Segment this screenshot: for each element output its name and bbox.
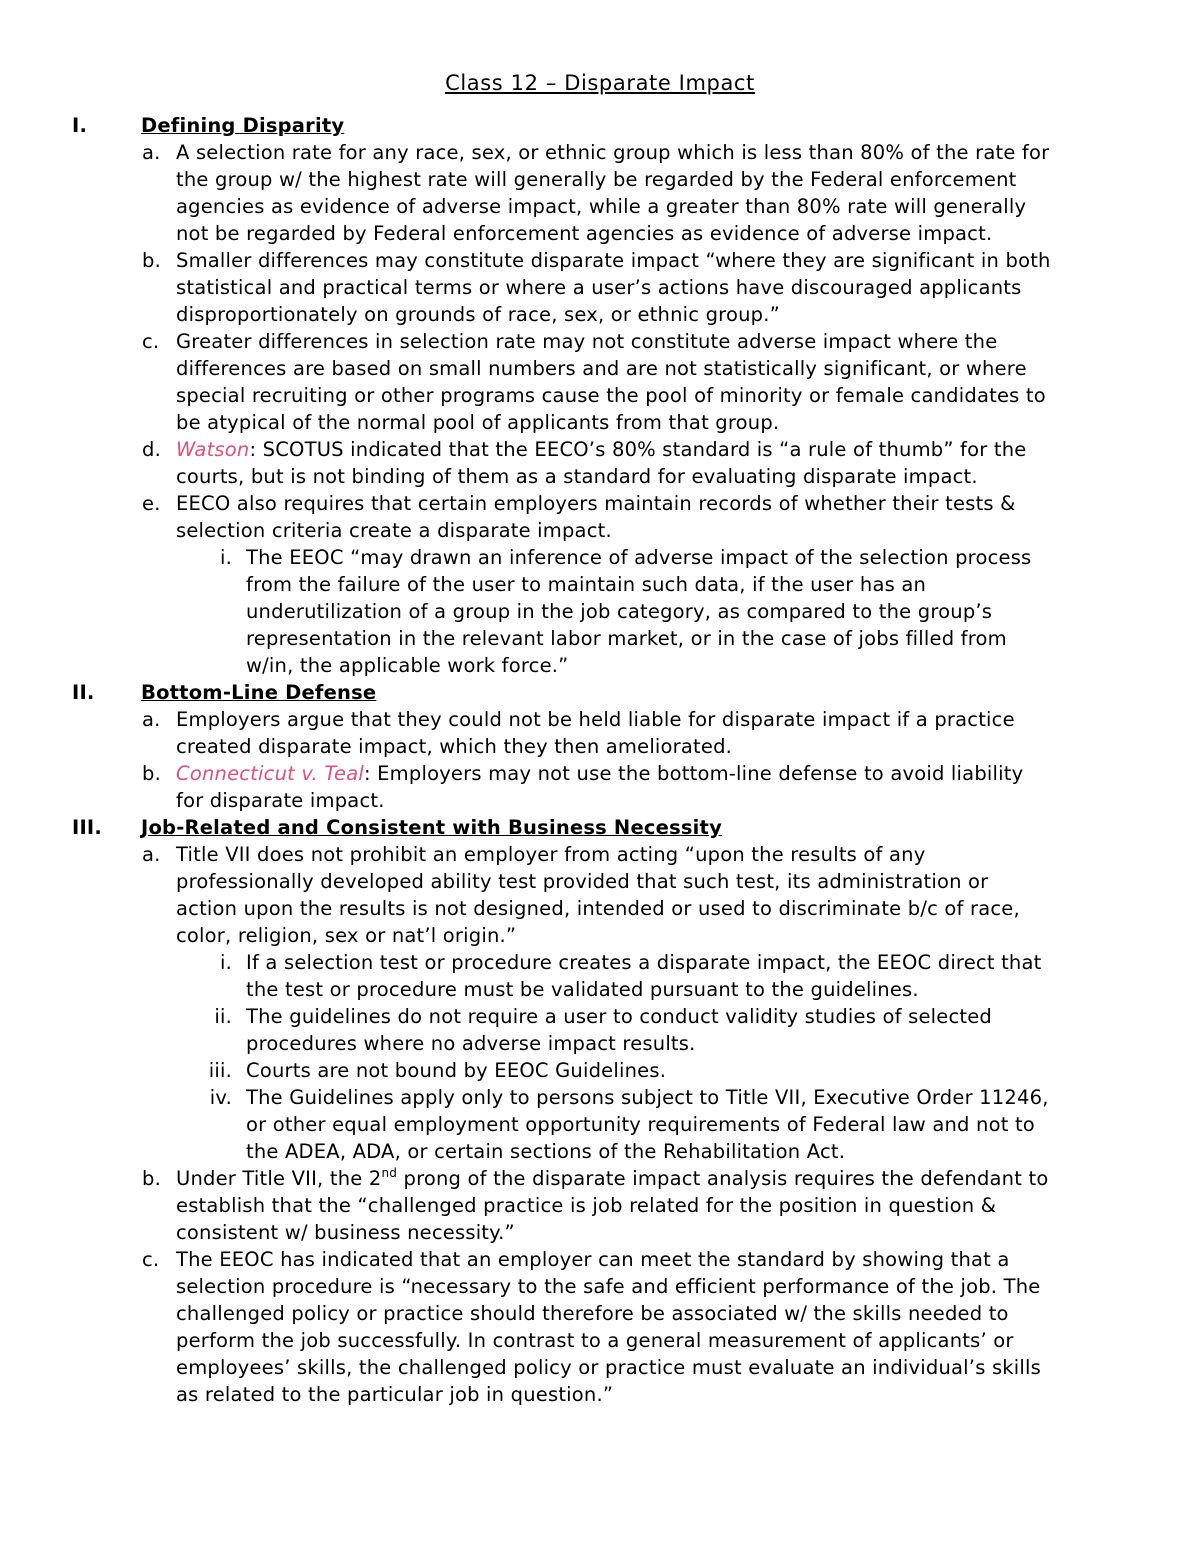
- sub-item-text: the ADEA, ADA, or certain sections of the Rehabilitation Act.: [246, 1140, 846, 1163]
- sub-item-marker: ii.: [214, 1005, 232, 1028]
- sub-item-text: procedures where no adverse impact results.: [246, 1032, 696, 1055]
- sub-item-text: underutilization of a group in the job category, as compared to the group’s: [246, 600, 993, 623]
- item-text: EECO also requires that certain employers maintain records of whether their tests &: [176, 492, 1016, 515]
- item-text: created disparate impact, which they then ameliorated.: [176, 735, 733, 758]
- sub-item-text: the test or procedure must be validated pursuant to the guidelines.: [246, 978, 919, 1001]
- item-text: Greater differences in selection rate may not constitute adverse impact where the: [176, 330, 998, 353]
- item-text: statistical and practical terms or where a user’s actions have discouraged applicants: [176, 276, 1022, 299]
- section-number: II.: [72, 681, 95, 704]
- item-text: Under Title VII, the 2: [176, 1167, 382, 1190]
- list-item: [72, 1165, 1132, 1246]
- item-text: color, religion, sex or nat’l origin.”: [176, 924, 517, 947]
- sub-item-marker: iv.: [209, 1086, 232, 1109]
- section-title: Defining Disparity: [141, 114, 345, 137]
- section-number: I.: [72, 114, 88, 137]
- sub-item-text: If a selection test or procedure creates a disparate impact, the EEOC direct that: [246, 951, 1042, 974]
- section-heading: [72, 679, 1132, 706]
- sub-item-text: w/in, the applicable work force.”: [246, 654, 569, 677]
- item-text: selection procedure is “necessary to the safe and efficient performance of the job. The: [176, 1275, 1041, 1298]
- section-heading: [72, 112, 1132, 139]
- list-item: [72, 1246, 1132, 1408]
- item-text: be atypical of the normal pool of applicants from that group.: [176, 411, 780, 434]
- item-text: agencies as evidence of adverse impact, while a greater than 80% rate will generally: [176, 195, 1027, 218]
- case-name-watson: Watson: [176, 438, 250, 461]
- item-text: prong of the disparate impact analysis requires the defendant to: [397, 1167, 1049, 1190]
- list-item: [72, 139, 1132, 247]
- list-item: [72, 328, 1132, 436]
- item-text: perform the job successfully. In contrast to a general measurement of applicants’ or: [176, 1329, 1014, 1352]
- item-marker: a.: [142, 843, 161, 866]
- sub-list-item: [72, 1084, 1132, 1165]
- document-title: Class 12 – Disparate Impact: [445, 71, 755, 95]
- item-text: for disparate impact.: [176, 789, 385, 812]
- list-item: [72, 760, 1132, 814]
- list-item: [72, 841, 1132, 1165]
- item-text: action upon the results is not designed, intended or used to discriminate b/c of race,: [176, 897, 1020, 920]
- section-title: Bottom-Line Defense: [141, 681, 377, 704]
- list-item: [72, 706, 1132, 760]
- section-number: III.: [72, 816, 102, 839]
- item-text: Employers argue that they could not be held liable for disparate impact if a practice: [176, 708, 1015, 731]
- item-text: Smaller differences may constitute disparate impact “where they are significant in both: [176, 249, 1051, 272]
- sub-item-text: Courts are not bound by EEOC Guidelines.: [246, 1059, 667, 1082]
- item-text: Title VII does not prohibit an employer from acting “upon the results of any: [176, 843, 926, 866]
- item-text: the group w/ the highest rate will generally be regarded by the Federal enforcement: [176, 168, 1017, 191]
- list-item: [72, 436, 1132, 490]
- item-marker: b.: [142, 249, 161, 272]
- sub-item-marker: iii.: [208, 1059, 232, 1082]
- sub-item-text: The guidelines do not require a user to conduct validity studies of selected: [246, 1005, 993, 1028]
- item-marker: d.: [142, 438, 161, 461]
- item-text: employees’ skills, the challenged policy or practice must evaluate an individual’s skills: [176, 1356, 1042, 1379]
- item-text: consistent w/ business necessity.”: [176, 1221, 515, 1244]
- sub-item-text: The Guidelines apply only to persons subject to Title VII, Executive Order 11246,: [246, 1086, 1049, 1109]
- item-text: The EEOC has indicated that an employer can meet the standard by showing that a: [176, 1248, 1010, 1271]
- ordinal-superscript: nd: [381, 1166, 398, 1180]
- sub-item-text: or other equal employment opportunity requirements of Federal law and not to: [246, 1113, 1035, 1136]
- document-body: [72, 112, 1132, 1408]
- sub-list-item: [72, 949, 1132, 1003]
- item-text: disproportionately on grounds of race, sex, or ethnic group.”: [176, 303, 780, 326]
- item-text: professionally developed ability test provided that such test, its administration or: [176, 870, 989, 893]
- list-item: [72, 247, 1132, 328]
- item-marker: c.: [142, 1248, 160, 1271]
- item-text: : SCOTUS indicated that the EECO’s 80% standard is “a rule of thumb” for the: [249, 438, 1027, 461]
- item-text: not be regarded by Federal enforcement agencies as evidence of adverse impact.: [176, 222, 993, 245]
- sub-list-item: [72, 1003, 1132, 1057]
- item-marker: a.: [142, 141, 161, 164]
- item-text: challenged policy or practice should therefore be associated w/ the skills needed to: [176, 1302, 1009, 1325]
- sub-list-item: [72, 544, 1132, 679]
- sub-list-item: [72, 1057, 1132, 1084]
- list-item: [72, 490, 1132, 679]
- item-text: differences are based on small numbers and are not statistically significant, or where: [176, 357, 1027, 380]
- item-text: special recruiting or other programs cause the pool of minority or female candidates to: [176, 384, 1046, 407]
- item-marker: e.: [142, 492, 161, 515]
- section-title: Job-Related and Consistent with Business Necessity: [141, 816, 722, 839]
- item-marker: b.: [142, 762, 161, 785]
- item-text: establish that the “challenged practice is job related for the position in question &: [176, 1194, 997, 1217]
- item-text: selection criteria create a disparate impact.: [176, 519, 612, 542]
- item-marker: b.: [142, 1167, 161, 1190]
- sub-item-text: The EEOC “may drawn an inference of adverse impact of the selection process: [246, 546, 1032, 569]
- sub-item-marker: i.: [219, 951, 232, 974]
- item-text: courts, but is not binding of them as a standard for evaluating disparate impact.: [176, 465, 978, 488]
- sub-item-marker: i.: [219, 546, 232, 569]
- item-text: as related to the particular job in question.”: [176, 1383, 614, 1406]
- item-text: A selection rate for any race, sex, or ethnic group which is less than 80% of the rate for: [176, 141, 1050, 164]
- section-heading: [72, 814, 1132, 841]
- item-text: : Employers may not use the bottom-line defense to avoid liability: [363, 762, 1024, 785]
- item-marker: a.: [142, 708, 161, 731]
- sub-item-text: representation in the relevant labor market, or in the case of jobs filled from: [246, 627, 1007, 650]
- sub-item-text: from the failure of the user to maintain such data, if the user has an: [246, 573, 927, 596]
- case-name-connecticut-v-teal: Connecticut v. Teal: [176, 762, 364, 785]
- item-marker: c.: [142, 330, 160, 353]
